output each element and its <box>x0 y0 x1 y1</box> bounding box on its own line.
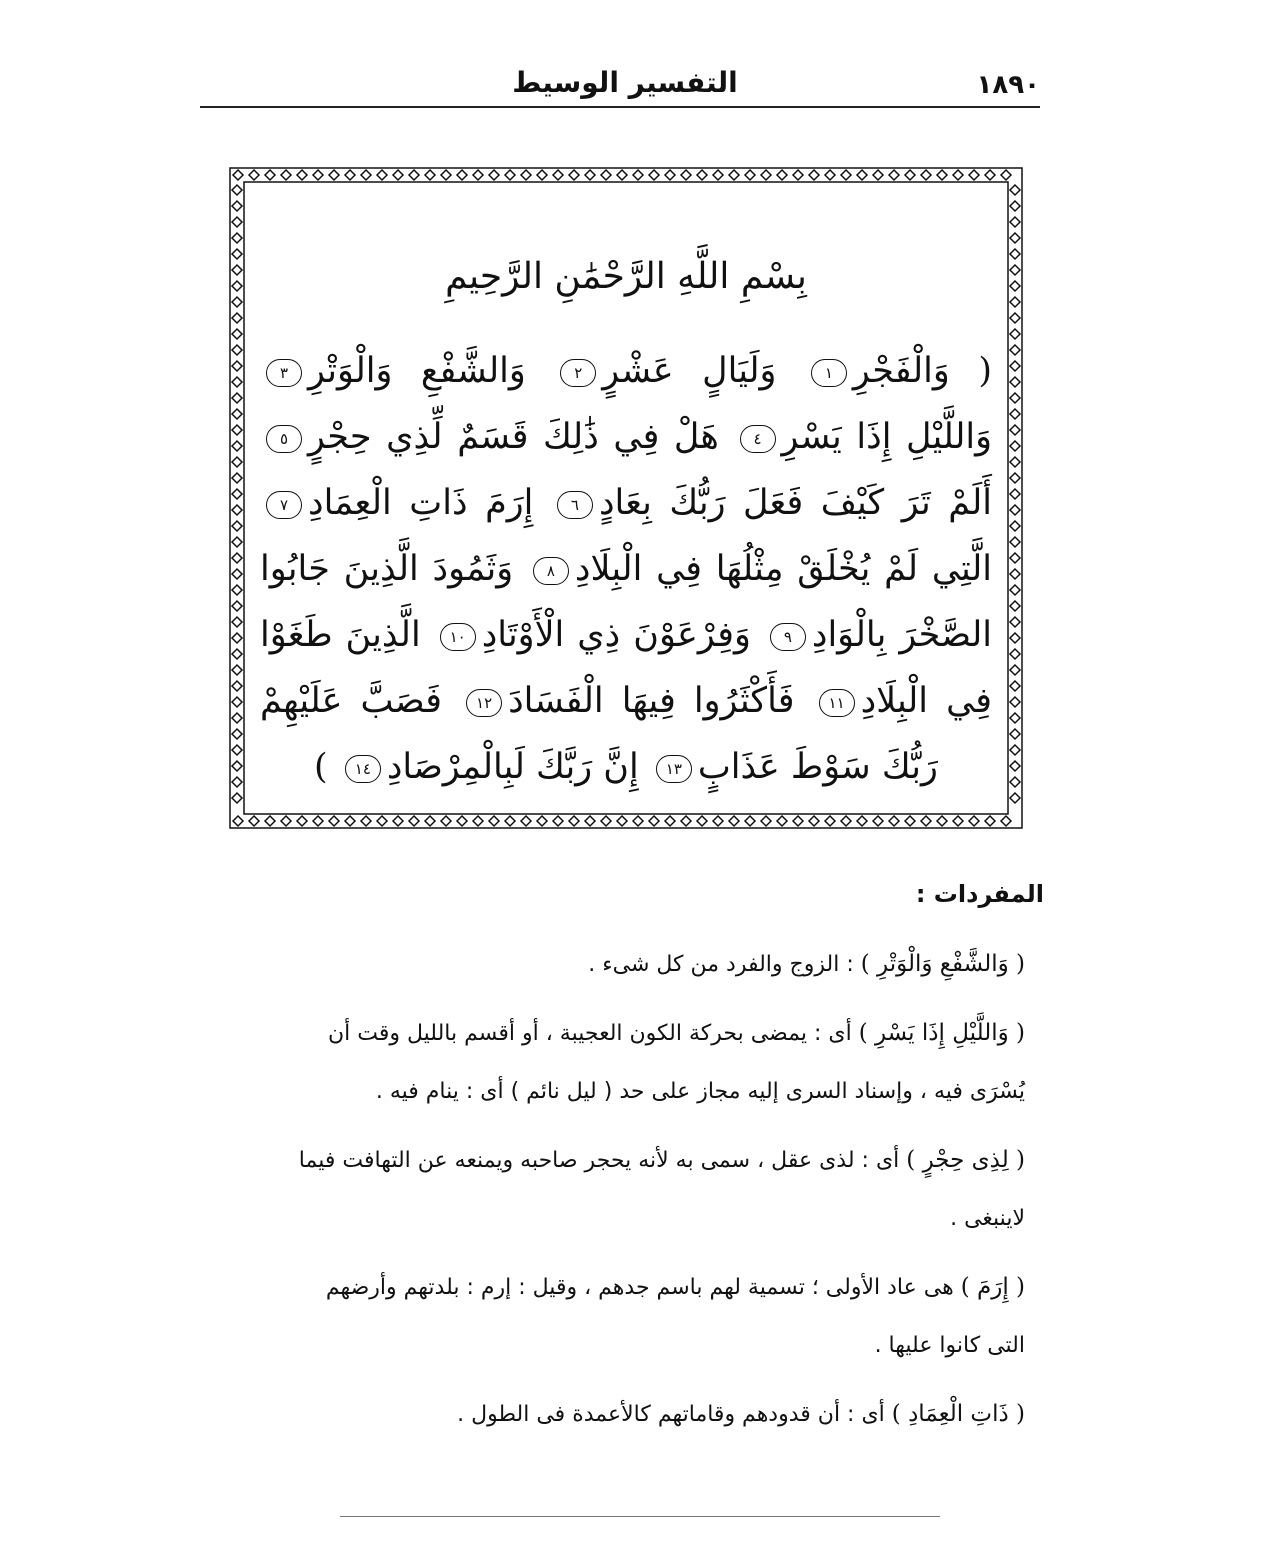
ayah-number: ٢ <box>560 359 596 387</box>
book-title: التفسير الوسيط <box>512 66 738 99</box>
entry-text: أى : أن قدودهم وقاماتهم كالأعمدة فى الطول . <box>457 1402 885 1427</box>
section-title: المفردات : <box>915 880 1044 908</box>
entry-line <box>205 1004 1025 1063</box>
ayah-number: ١١ <box>819 689 855 717</box>
verse-frame <box>222 160 1030 836</box>
footer-rule <box>340 1516 940 1517</box>
ayah-number: ١٢ <box>466 689 502 717</box>
entry-term: ( وَالشَّفْعِ وَالْوَتْرِ ) <box>860 951 1025 977</box>
ayah-number: ٧ <box>266 491 302 519</box>
ayah-number: ١ <box>811 359 847 387</box>
entry-text: : الزوج والفرد من كل شىء . <box>588 952 854 977</box>
verse-text: وَالشَّفْعِ وَالْوَتْرِ <box>308 351 526 391</box>
verse-text: إِرَمَ ذَاتِ الْعِمَادِ <box>308 483 534 523</box>
verse-text: أَلَمْ تَرَ كَيْفَ فَعَلَ رَبُّكَ بِعَادٍ <box>598 483 992 523</box>
verse-text: وَالْفَجْرِ <box>852 351 950 391</box>
entry-line <box>205 1131 1025 1190</box>
glossary-entry <box>205 1258 1025 1375</box>
running-header <box>200 62 1040 106</box>
ayah-number: ٩ <box>770 623 806 651</box>
entry-term: ( إِرَمَ ) <box>960 1274 1025 1300</box>
verse-text: وَثَمُودَ الَّذِينَ جَابُوا الصَّخْرَ بِالْوَادِ <box>260 549 992 655</box>
ayah-number: ٤ <box>740 425 776 453</box>
entry-term: ( ذَاتِ الْعِمَادِ ) <box>891 1401 1025 1427</box>
ayah-number: ٦ <box>557 491 593 519</box>
entry-text: أى : يمضى بحركة الكون العجيبة ، أو أقسم بالليل وقت أن <box>327 1021 852 1046</box>
basmala: بِسْمِ اللَّهِ الرَّحْمَٰنِ الرَّحِيمِ <box>445 256 807 297</box>
entry-text: هى عاد الأولى ؛ تسمية لهم باسم جدهم ، وقيل : إرم : بلدتهم وأرضهم <box>325 1275 954 1300</box>
entry-line: التى كانوا عليها . <box>874 1333 1025 1358</box>
verse-text: فَصَبَّ عَلَيْهِمْ رَبُّكَ سَوْطَ عَذَابٍ <box>260 681 938 787</box>
entry-line: يُسْرَى فيه ، وإسناد السرى إليه مجاز على حد ( ليل نائم ) أى : ينام فيه . <box>375 1079 1025 1104</box>
verse-text: إِنَّ رَبَّكَ لَبِالْمِرْصَادِ <box>386 747 639 787</box>
ayah-number: ٥ <box>266 425 302 453</box>
verse-text: وَلَيَالٍ عَشْرٍ <box>602 351 777 391</box>
ayah-number: ١٤ <box>345 755 381 783</box>
glossary-entry <box>205 1131 1025 1248</box>
header-rule <box>200 106 1040 108</box>
ayah-number: ١٠ <box>440 623 476 651</box>
entry-line <box>205 935 1025 994</box>
glossary <box>205 935 1025 1454</box>
entry-line <box>205 1258 1025 1317</box>
entry-term: ( لِذِى حِجْرٍ ) <box>906 1147 1025 1173</box>
open-paren: ( <box>978 351 992 391</box>
glossary-entry <box>205 1004 1025 1121</box>
ayah-number: ٣ <box>266 359 302 387</box>
close-paren: ) <box>314 747 328 787</box>
entry-term: ( وَاللَّيْلِ إِذَا يَسْرِ ) <box>858 1020 1025 1046</box>
verse-text: وَفِرْعَوْنَ ذِي الْأَوْتَادِ <box>481 615 751 655</box>
entry-line: لاينبغى . <box>950 1206 1025 1231</box>
verse-text: فَأَكْثَرُوا فِيهَا الْفَسَادَ <box>508 681 795 721</box>
glossary-entry <box>205 935 1025 994</box>
glossary-entry <box>205 1385 1025 1444</box>
verse-text: وَاللَّيْلِ إِذَا يَسْرِ <box>781 417 992 457</box>
verses-block <box>260 338 992 800</box>
entry-line <box>205 1385 1025 1444</box>
entry-text: أى : لذى عقل ، سمى به لأنه يحجر صاحبه ويمنعه عن التهافت فيما <box>298 1148 900 1173</box>
verse-text: الَّذِينَ طَغَوْا فِي الْبِلَادِ <box>260 615 992 721</box>
ayah-number: ٨ <box>533 557 569 585</box>
verse-text: الَّتِي لَمْ يُخْلَقْ مِثْلُهَا فِي الْبِلَادِ <box>574 549 992 589</box>
ayah-number: ١٣ <box>656 755 692 783</box>
page-number: ١٨٩٠ <box>976 70 1040 100</box>
verse-text: هَلْ فِي ذَٰلِكَ قَسَمٌ لِّذِي حِجْرٍ <box>308 417 719 457</box>
